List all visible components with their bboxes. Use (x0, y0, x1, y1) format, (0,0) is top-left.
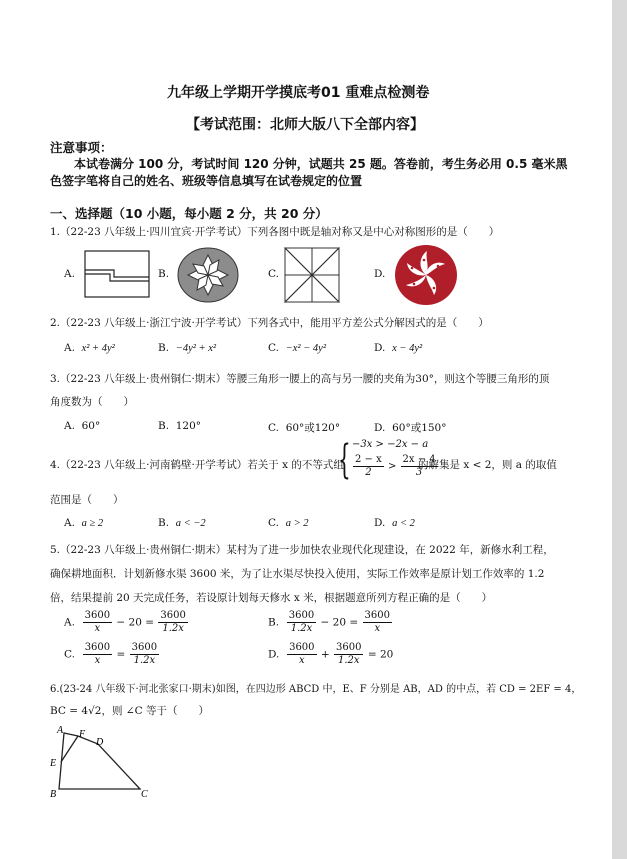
q4-option-c-expr: a > 2 (285, 518, 309, 529)
q5-stem-line-3: 倍，结果提前 20 天完成任务，若设原计划每天修水 x 米，根据题意所列方程正确的是（ ） (50, 592, 493, 604)
q3-option-d-label: D. (374, 422, 386, 434)
q5-option-a[interactable]: A. $\frac{3600}{x}$ − 20 = $\frac{3600}{1.2x}$ (64, 610, 186, 634)
q4-option-b[interactable] (158, 517, 206, 529)
q2-option-b-label: B. (158, 342, 170, 354)
q5-option-c[interactable]: C. $\frac{3600}{x}$ = $\frac{3600}{1.2x}$ (64, 642, 158, 666)
q6-stem-line-1: 6.(23-24 八年级下·河北张家口·期末)如图，在四边形 ABCD 中，E、F 分别是 AB，AD 的中点，若 CD = 2EF = 4， (50, 684, 582, 695)
q1-figure-a (84, 250, 150, 298)
q3-option-d[interactable] (374, 420, 446, 435)
q4-option-a-label: A. (64, 517, 75, 529)
q3-stem-line-1: 3.（22-23 八年级上·贵州铜仁·期末）等腰三角形一腰上的高与另一腰的夹角为30°，则这个等腰三角形的顶 (50, 373, 550, 385)
scrollbar[interactable] (612, 0, 627, 859)
q5-option-d[interactable]: D. $\frac{3600}{x}$ + $\frac{3600}{1.2x}$ = 20 (268, 642, 394, 666)
q4-frac-left: $\frac{2 - x}{2}$ (355, 454, 382, 478)
q5-d-frac-2: $\frac{3600}{1.2x}$ (336, 642, 362, 666)
q5-option-b[interactable]: B. $\frac{3600}{1.2x}$ − 20 = $\frac{3600}{x}$ (268, 610, 390, 634)
q4-option-b-label: B. (158, 517, 170, 529)
q4-system-line-2: $\frac{2 - x}{2}$ > $\frac{2x - 4}{3}$ (355, 454, 436, 478)
q4-system-line-1: −3x > −2x − a (352, 439, 429, 450)
q2-option-a[interactable] (64, 342, 115, 354)
q5-option-a-label: A. (64, 616, 75, 629)
q6-stem-line-2: BC = 4√2，则 ∠C 等于（ ） (50, 705, 209, 717)
q2-option-c-label: C. (268, 342, 279, 354)
q5-c-frac-2: $\frac{3600}{1.2x}$ (131, 642, 158, 666)
q3-option-b[interactable] (158, 420, 201, 432)
q1-option-c-label[interactable]: C. (268, 268, 279, 280)
section-heading: 一、选择题（10 小题，每小题 2 分，共 20 分） (50, 206, 328, 221)
q4-frac-right: $\frac{2x - 4}{3}$ (402, 454, 436, 478)
q4-option-b-expr: a < −2 (175, 518, 206, 529)
q2-option-b-expr: −4y² + x² (175, 343, 217, 354)
q4-option-d-label: D. (374, 517, 386, 529)
notice-heading: 注意事项： (50, 140, 113, 155)
q4-stem-start: 4.（22-23 八年级上·河南鹤壁·开学考试）若关于 x 的不等式组 (50, 459, 344, 471)
q2-option-a-expr: x² + 4y² (81, 343, 115, 354)
q1-option-a-label[interactable]: A. (64, 268, 75, 280)
q5-option-d-label: D. (268, 648, 280, 661)
q5-b-frac-2: $\frac{3600}{x}$ (364, 610, 390, 634)
notice-line-2: 色签字笔将自己的姓名、班级等信息填写在试卷规定的位置 (50, 174, 363, 188)
q5-d-frac-1: $\frac{3600}{x}$ (289, 642, 315, 666)
q5-b-frac-1: $\frac{3600}{1.2x}$ (288, 610, 315, 634)
q6-label-d: D (96, 737, 104, 748)
q5-c-frac-1: $\frac{3600}{x}$ (84, 642, 111, 666)
q1-option-d-label[interactable]: D. (374, 268, 386, 280)
notice-line-1: 本试卷满分 100 分，考试时间 120 分钟，试题共 25 题。答卷前，考生务必用 0.5 毫米黑 (74, 157, 568, 171)
q2-option-c-expr: −x² − 4y² (285, 343, 326, 354)
q4-stem-end: 的解集是 x < 2，则 a 的取值 (418, 459, 557, 471)
q5-a-frac-1: $\frac{3600}{x}$ (84, 610, 111, 634)
q5-option-c-label: C. (64, 648, 75, 661)
q3-option-b-expr: 120° (175, 420, 202, 432)
q1-figure-c (283, 246, 341, 304)
q1-option-b-label[interactable]: B. (158, 268, 170, 280)
q2-option-b[interactable] (158, 342, 216, 354)
q3-option-c-label: C. (268, 422, 279, 434)
q3-option-a-expr: 60° (81, 420, 101, 432)
q6-label-e: E (50, 758, 57, 769)
q3-option-c[interactable] (268, 420, 340, 435)
q4-option-c[interactable] (268, 517, 309, 529)
q3-option-a-label: A. (64, 420, 75, 432)
q2-stem: 2.（22-23 八年级上·浙江宁波·开学考试）下列各式中，能用平方差公式分解因式的是（ ） (50, 317, 489, 329)
page-title: 九年级上学期开学摸底考01 重难点检测卷 (167, 85, 430, 101)
q5-a-frac-2: $\frac{3600}{1.2x}$ (160, 610, 186, 634)
q4-option-a-expr: a ≥ 2 (81, 518, 104, 529)
q6-label-b: B (50, 789, 57, 800)
q4-option-c-label: C. (268, 517, 279, 529)
q4-option-d-expr: a < 2 (392, 518, 415, 529)
q4-option-a[interactable] (64, 517, 103, 529)
q5-option-b-label: B. (268, 616, 280, 629)
q1-figure-b (176, 246, 240, 304)
q6-label-f: F (79, 729, 86, 740)
q4-option-d[interactable] (374, 517, 415, 529)
q5-stem-line-1: 5.（22-23 八年级上·贵州铜仁·期末）某村为了进一步加快农业现代化现建设，在 2022 年，新修水利工程， (50, 544, 554, 556)
exam-scope: 【考试范围：北师大版八下全部内容】 (186, 117, 424, 133)
q2-option-c[interactable] (268, 342, 326, 354)
q6-quadrilateral-figure (45, 722, 165, 802)
q2-option-d-label: D. (374, 342, 386, 354)
q4-brace: { (338, 437, 351, 483)
q6-label-a: A (57, 725, 64, 736)
q6-label-c: C (141, 789, 148, 800)
q3-option-d-expr: 60°或150° (392, 422, 447, 434)
q1-figure-d (394, 244, 458, 306)
q3-option-b-label: B. (158, 420, 170, 432)
q1-stem: 1.（22-23 八年级上·四川宜宾·开学考试）下列各图中既是轴对称又是中心对称图形的是（ ） (50, 226, 500, 238)
q4-stem-line-2: 范围是（ ） (50, 494, 124, 506)
q2-option-d-expr: x − 4y² (392, 343, 423, 354)
q5-stem-line-2: 确保耕地面积．计划新修水渠 3600 米，为了让水渠尽快投入使用，实际工作效率是原计划工作效率的 1.2 (50, 568, 545, 580)
q2-option-a-label: A. (64, 342, 75, 354)
q3-option-a[interactable] (64, 420, 100, 432)
q3-stem-line-2: 角度数为（ ） (50, 396, 134, 408)
q3-option-c-expr: 60°或120° (285, 422, 341, 434)
q2-option-d[interactable] (374, 342, 422, 354)
